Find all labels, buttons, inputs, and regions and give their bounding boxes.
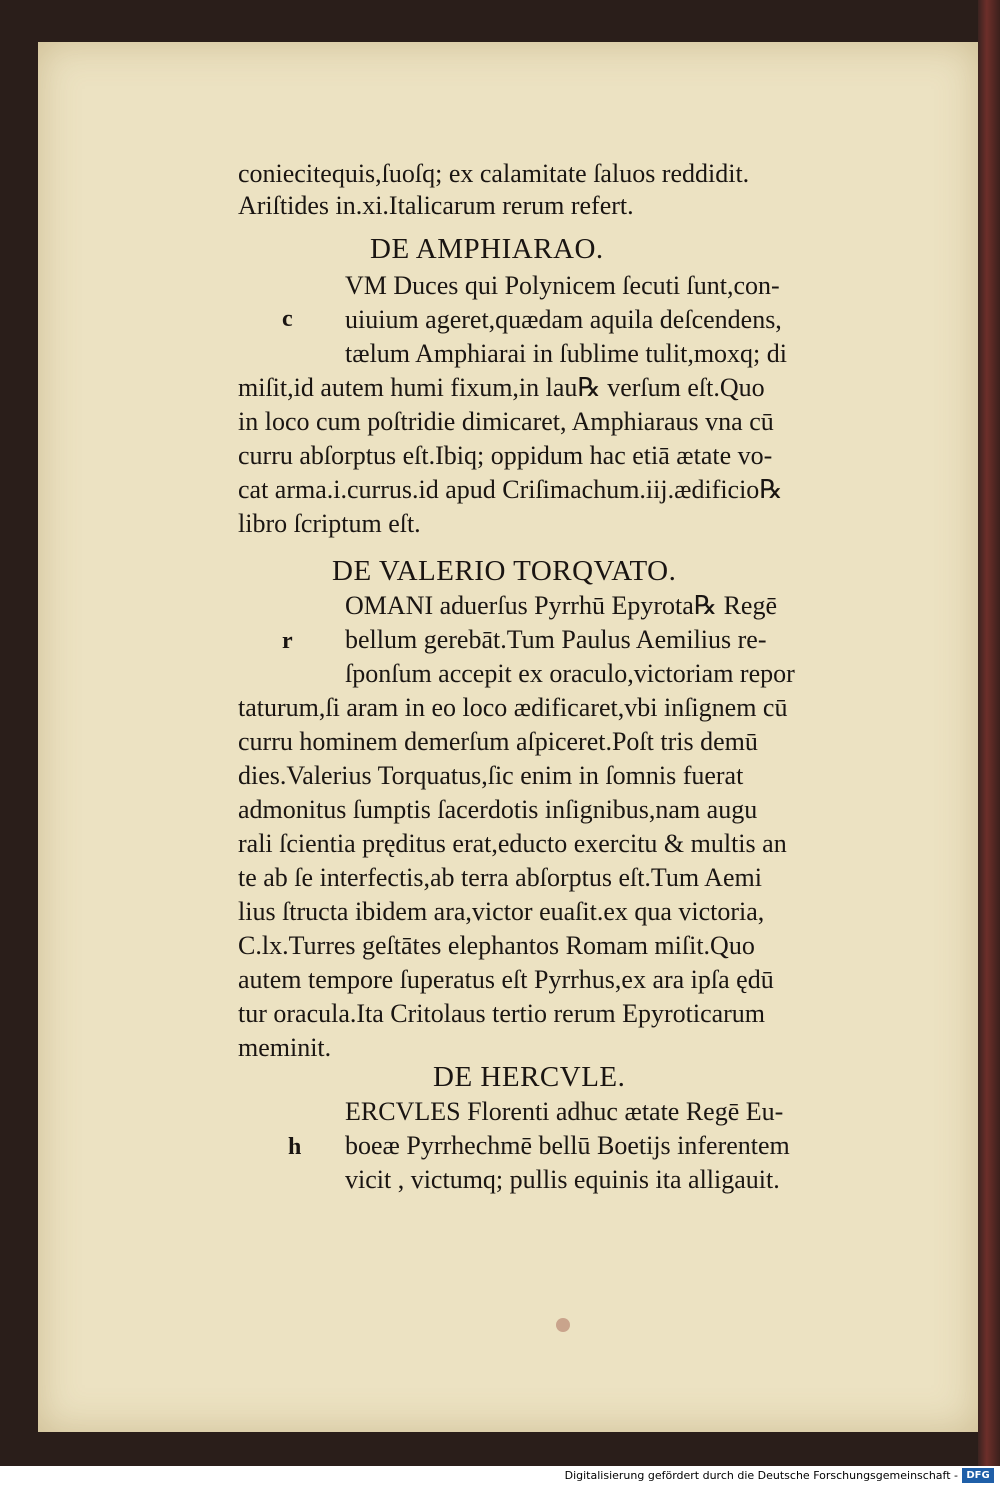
text-line: dies.Valerius Torquatus,ſic enim in ſomnis fuerat bbox=[238, 761, 744, 790]
text-line: ERCVLES Florenti adhuc ætate Regē Eu- bbox=[345, 1097, 784, 1126]
text-line: Ariſtides in.xi.Italicarum rerum refert. bbox=[238, 191, 634, 220]
text-line: rali ſcientia pręditus erat,educto exercitu & multis an bbox=[238, 829, 787, 858]
text-line: miſit,id autem humi fixum,in lau℞ verſum eſt.Quo bbox=[238, 373, 765, 402]
text-line: libro ſcriptum eſt. bbox=[238, 509, 421, 538]
section-heading: DE VALERIO TORQVATO. bbox=[332, 555, 677, 587]
text-line: tur oracula.Ita Critolaus tertio rerum Epyroticarum bbox=[238, 999, 766, 1028]
text-line: curru abſorptus eſt.Ibiq; oppidum hac etiā ætate vo- bbox=[238, 441, 773, 470]
text-line: in loco cum poſtridie dimicaret, Amphiaraus vna cū bbox=[238, 407, 774, 436]
text-line: C.lx.Turres geſtātes elephantos Romam miſit.Quo bbox=[238, 931, 755, 960]
guide-letter: c bbox=[282, 306, 293, 332]
text-line: meminit. bbox=[238, 1033, 332, 1062]
text-line: OMANI aduerſus Pyrrhū Epyrota℞ Regē bbox=[345, 591, 777, 620]
text-line: taturum,ſi aram in eo loco ædificaret,vbi inſignem cū bbox=[238, 693, 788, 722]
footer-bar bbox=[0, 1466, 1000, 1486]
text-line: vicit , victumq; pullis equinis ita alligauit. bbox=[345, 1165, 780, 1194]
text-line: autem tempore ſuperatus eſt Pyrrhus,ex ara ipſa ędū bbox=[238, 965, 774, 994]
text-line: lius ſtructa ibidem ara,victor euaſit.ex qua victoria, bbox=[238, 897, 765, 926]
dfg-logo: DFG bbox=[962, 1468, 994, 1483]
ink-blot bbox=[556, 1318, 570, 1332]
text-line: bellum gerebāt.Tum Paulus Aemilius re- bbox=[345, 625, 767, 654]
text-line: te ab ſe interfectis,ab terra abſorptus eſt.Tum Aemi bbox=[238, 863, 762, 892]
funding-credit: Digitalisierung gefördert durch die Deutsche Forschungsgemeinschaft - bbox=[564, 1469, 958, 1482]
text-line: admonitus ſumptis ſacerdotis inſignibus,nam augu bbox=[238, 795, 758, 824]
text-line: uiuium ageret,quædam aquila deſcendens, bbox=[345, 305, 782, 334]
book-edge bbox=[978, 0, 1000, 1466]
guide-letter: h bbox=[288, 1134, 302, 1160]
text-line: cat arma.i.currus.id apud Criſimachum.iij.ædificio℞ bbox=[238, 475, 783, 504]
text-line: ſponſum accepit ex oraculo,victoriam repor bbox=[345, 659, 795, 688]
section-heading: DE HERCVLE. bbox=[433, 1061, 626, 1093]
section-heading: DE AMPHIARAO. bbox=[370, 233, 604, 265]
text-line: curru hominem demerſum aſpiceret.Poſt tris demū bbox=[238, 727, 758, 756]
text-line: coniecitequis,ſuoſq; ex calamitate ſaluos reddidit. bbox=[238, 159, 750, 188]
text-line: boeæ Pyrrhechmē bellū Boetijs inferentem bbox=[345, 1131, 790, 1160]
text-line: tælum Amphiarai in ſublime tulit,moxq; di bbox=[345, 339, 787, 368]
guide-letter: r bbox=[282, 628, 293, 654]
text-line: VM Duces qui Polynicem ſecuti ſunt,con- bbox=[345, 271, 780, 300]
